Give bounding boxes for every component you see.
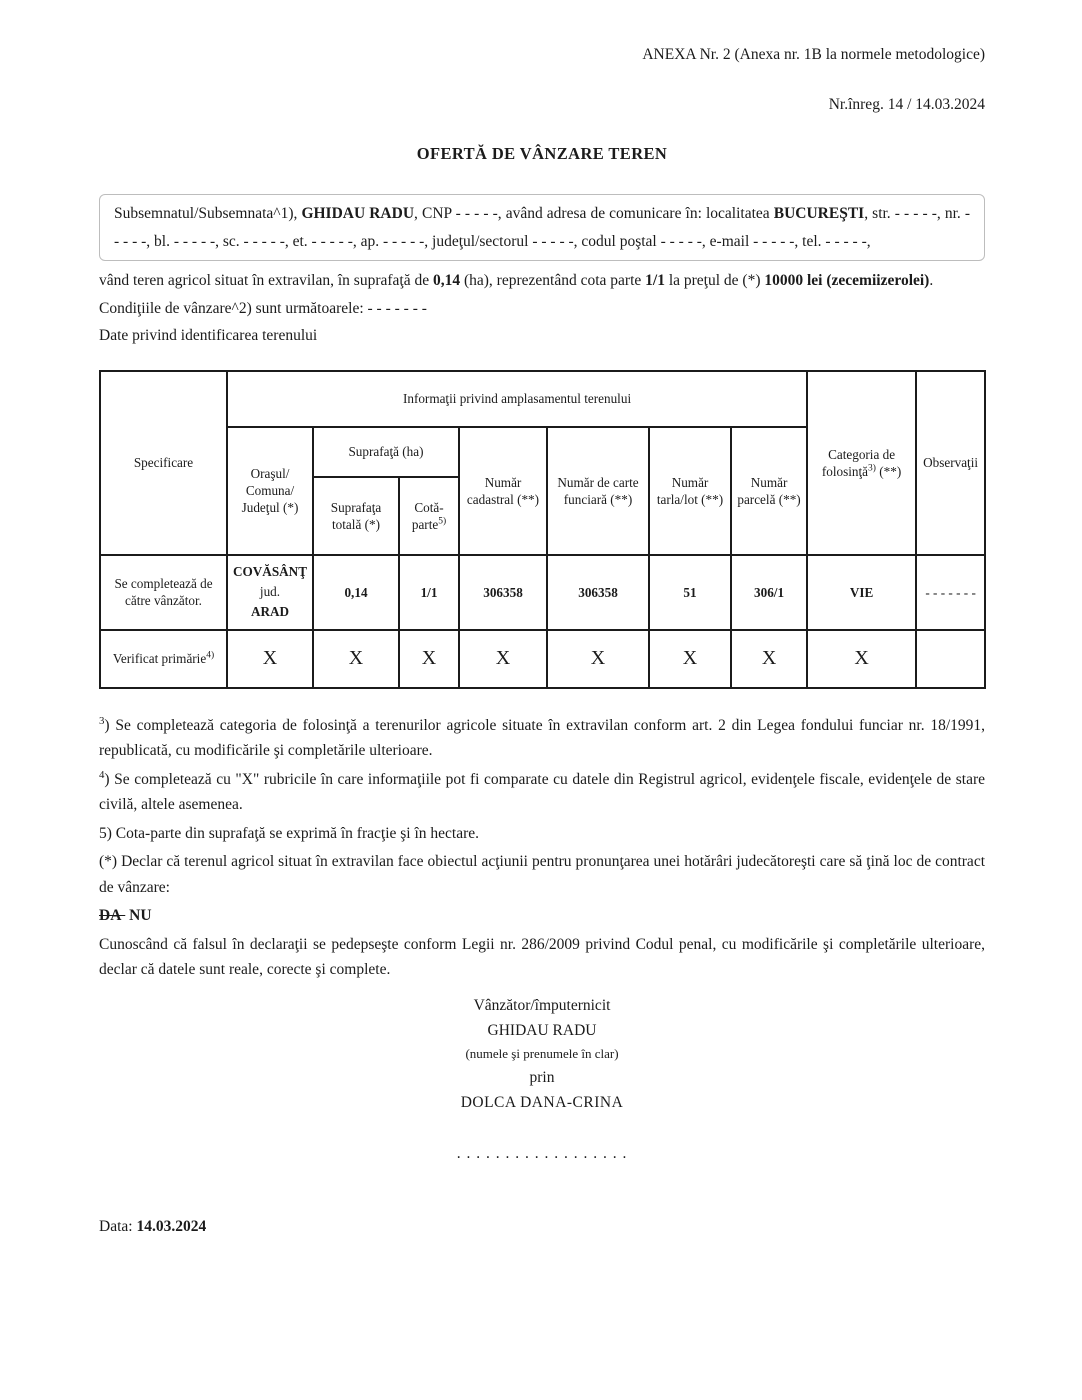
- th-info-band: Informaţii privind amplasamentul terenului: [227, 371, 807, 427]
- footnote-3-sup: 3: [99, 714, 105, 727]
- verificat-x-cell: X: [227, 630, 313, 688]
- date-line: [99, 1218, 985, 1236]
- footnote-3: [99, 713, 985, 764]
- prin-label: prin: [529, 1068, 555, 1086]
- cell-location-line3: ARAD: [250, 604, 290, 619]
- th-numar-cadastral: Număr cadastral (**): [459, 427, 547, 555]
- cell-location: [227, 555, 313, 630]
- cell-cota: 1/1: [399, 555, 459, 630]
- verificat-x-cell: X: [459, 630, 547, 688]
- verificat-label-sup: 4): [206, 650, 215, 661]
- page-title: OFERTĂ DE VÂNZARE TEREN: [416, 144, 668, 163]
- th-oras-comuna-judet: Oraşul/ Comuna/ Judeţul (*): [227, 427, 313, 555]
- verificat-label: Verificat primărie: [112, 651, 207, 666]
- footnote-3-text: ) Se completează categoria de folosinţă a terenurilor agricole situate în extravilan conform art. 2 din Legea fondului funciar nr. 18/1991, republicată, cu modificările şi completările ulterioare.: [99, 716, 985, 759]
- cell-seller-label: Se completează de către vânzător.: [100, 555, 227, 630]
- date-label: Data:: [99, 1217, 137, 1235]
- footnote-4-text: ) Se completează cu "X" rubricile în care informaţiile pot fi comparate cu datele din Registrul agricol, evidenţele fiscale, evidenţele de stare civilă, altele asemenea.: [99, 770, 985, 813]
- cell-verificat-label: [100, 630, 227, 688]
- verificat-x-cell: X: [649, 630, 731, 688]
- conditions-line: Condiţiile de vânzare^2) sunt următoarele: - - - - - - -: [99, 299, 427, 317]
- cell-tarla: 51: [649, 555, 731, 630]
- cell-carte-funciara: 306358: [547, 555, 649, 630]
- th-cota-parte: [399, 477, 459, 555]
- da-nu-line: DA NU: [99, 907, 152, 924]
- proxy-name: DOLCA DANA-CRINA: [460, 1093, 624, 1111]
- registration-number: Nr.înreg. 14 / 14.03.2024: [828, 96, 985, 113]
- signature-role: Vânzător/împuternicit: [473, 996, 611, 1014]
- signature-block: [99, 993, 985, 1166]
- footnote-5: 5) Cota-parte din suprafaţă se exprimă în fracţie şi în hectare.: [99, 824, 480, 842]
- cell-location-line2: jud.: [259, 584, 281, 599]
- th-categoria-sup: 3): [868, 463, 876, 474]
- intro-box: Subsemnatul/Subsemnata^1), GHIDAU RADU, CNP - - - - -, având adresa de comunicare în: localitatea BUCUREŞTI, str. - - - - -, nr. - - - - -, bl. - - - - -, sc. - - - - -, et. - - - - -, ap. - - - - -, judeţul/sectorul - - - - -, codul poştal - - - - -, e-mail - - - - -, tel. - - - - -,: [99, 194, 985, 261]
- land-table: [99, 370, 986, 689]
- table-header-row-1: [100, 371, 985, 427]
- verificat-x-cell: X: [399, 630, 459, 688]
- signature-dots: . . . . . . . . . . . . . . . . . .: [456, 1144, 628, 1162]
- verificat-x-cell: X: [807, 630, 916, 688]
- footnotes-section: [99, 713, 985, 983]
- verificat-row: [100, 630, 985, 688]
- seller-name: GHIDAU RADU: [487, 1021, 597, 1039]
- land-data-heading: Date privind identificarea terenului: [99, 327, 318, 344]
- th-suprafata-band: Suprafaţă (ha): [313, 427, 459, 477]
- th-categoria-label: Categoria de folosinţă: [821, 446, 896, 479]
- th-suprafata-totala: Suprafaţa totală (*): [313, 477, 399, 555]
- cell-location-line1: COVĂSÂNŢ: [233, 564, 308, 579]
- cell-categoria: VIE: [807, 555, 916, 630]
- th-categoria: [807, 371, 916, 555]
- footnote-4: [99, 767, 985, 818]
- th-numar-parcela: Număr parcelă (**): [731, 427, 807, 555]
- verificat-x-cell: X: [731, 630, 807, 688]
- footnote-4-sup: 4: [99, 768, 105, 781]
- anexa-heading: ANEXA Nr. 2 (Anexa nr. 1B la normele metodologice): [642, 46, 985, 63]
- sale-paragraph: vând teren agricol situat în extravilan, în suprafaţă de 0,14 (ha), reprezentând cota parte 1/1 la preţul de (*) 10000 lei (zecemiizerolei).: [99, 272, 934, 289]
- verificat-x-cell: X: [313, 630, 399, 688]
- th-categoria-rest: (**): [875, 463, 902, 479]
- th-numar-tarla-lot: Număr tarla/lot (**): [649, 427, 731, 555]
- th-cota-parte-label: Cotă-parte: [411, 499, 444, 532]
- name-note: (numele şi prenumele în clar): [465, 1045, 619, 1061]
- verificat-empty-cell: [916, 630, 985, 688]
- date-value: 14.03.2024: [136, 1217, 207, 1235]
- cell-parcela: 306/1: [731, 555, 807, 630]
- penal-paragraph: Cunoscând că falsul în declaraţii se pedepseşte conform Legii nr. 286/2009 privind Codul penal, cu modificările şi completările ulterioare, declar că datele sunt reale, corecte şi complete.: [99, 935, 985, 978]
- star-declaration: (*) Declar că terenul agricol situat în extravilan face obiectul acţiunii pentru pronunţarea unei hotărâri judecătoreşti care să ţină loc de contract de vânzare:: [99, 853, 985, 896]
- cell-cadastral: 306358: [459, 555, 547, 630]
- th-cota-parte-sup: 5): [438, 516, 447, 527]
- th-observatii: Observaţii: [916, 371, 985, 555]
- verificat-x-cell: X: [547, 630, 649, 688]
- cell-suprafata: 0,14: [313, 555, 399, 630]
- th-numar-carte-funciara: Număr de carte funciară (**): [547, 427, 649, 555]
- th-specificare: Specificare: [100, 371, 227, 555]
- seller-data-row: [100, 555, 985, 630]
- cell-observatii: - - - - - - -: [916, 555, 985, 630]
